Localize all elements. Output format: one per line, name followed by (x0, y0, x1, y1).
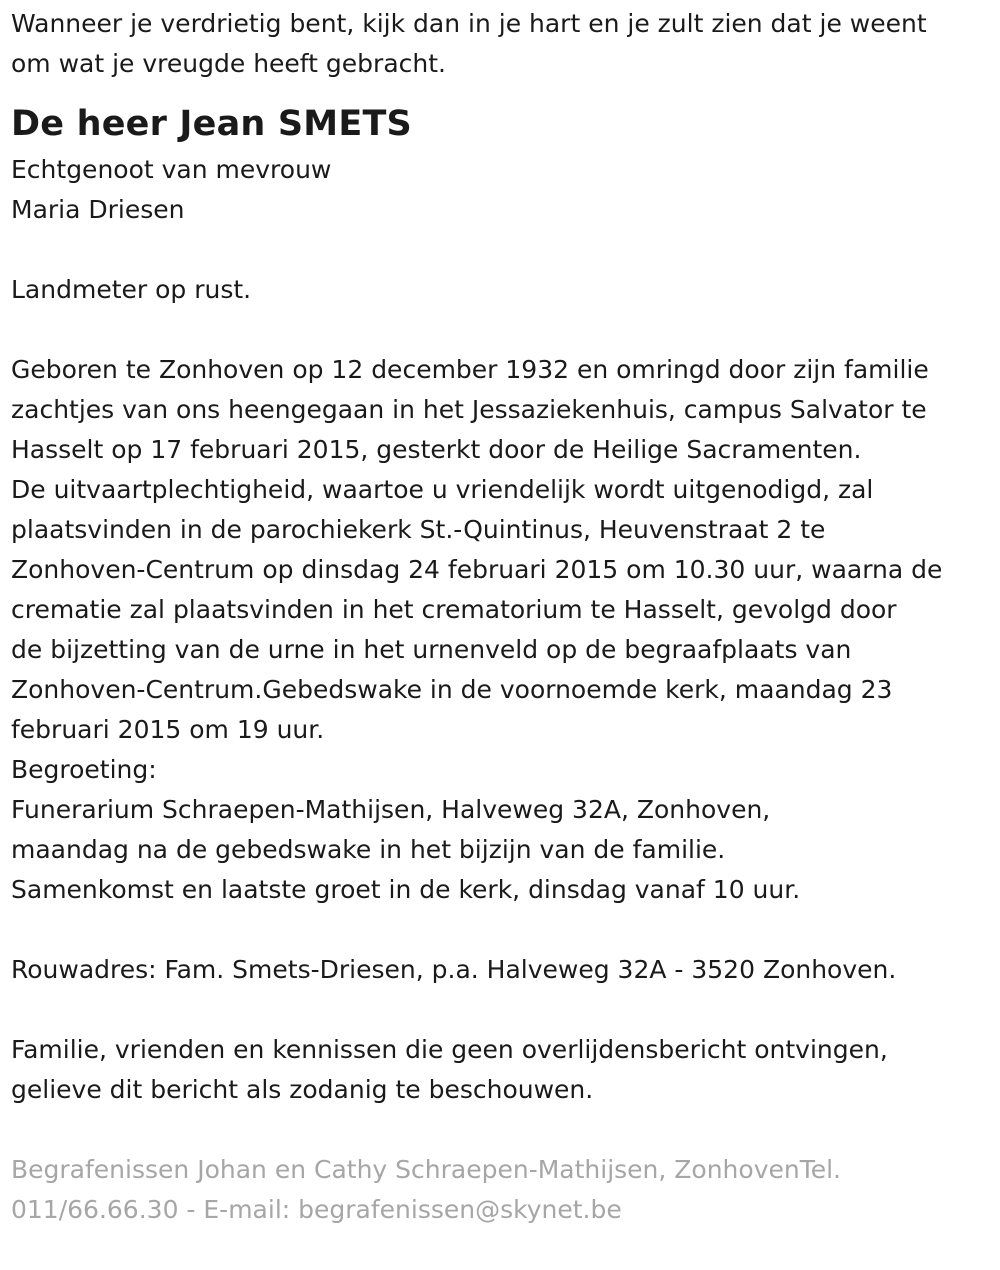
body-line: De uitvaartplechtigheid, waartoe u vriendelijk wordt uitgenodigd, zal (11, 475, 874, 504)
mourning-address (11, 950, 990, 990)
spacer (11, 310, 990, 350)
body-line: Zonhoven-Centrum op dinsdag 24 februari 2015 om 10.30 uur, waarna de (11, 555, 943, 584)
body-line: zachtjes van ons heengegaan in het Jessaziekenhuis, campus Salvator te (11, 395, 927, 424)
spouse-info (11, 150, 990, 230)
notice-line: gelieve dit bericht als zodanig te beschouwen. (11, 1075, 594, 1104)
body-line: februari 2015 om 19 uur. (11, 715, 325, 744)
notice-line: Familie, vrienden en kennissen die geen overlijdensbericht ontvingen, (11, 1035, 888, 1064)
body-line: plaatsvinden in de parochiekerk St.-Quintinus, Heuvenstraat 2 te (11, 515, 826, 544)
profession-line: Landmeter op rust. (11, 275, 252, 304)
spouse-line: Echtgenoot van mevrouw (11, 155, 332, 184)
footer-contact: 011/66.66.30 - E-mail: begrafenissen@skynet.be (11, 1195, 622, 1224)
spacer (11, 230, 990, 270)
body-line: crematie zal plaatsvinden in het crematorium te Hasselt, gevolgd door (11, 595, 897, 624)
footer-line: Begrafenissen Johan en Cathy Schraepen-Mathijsen, ZonhovenTel. (11, 1155, 842, 1184)
profession (11, 270, 990, 310)
body-line: Funerarium Schraepen-Mathijsen, Halveweg 32A, Zonhoven, (11, 795, 771, 824)
funeral-home-footer (11, 1150, 990, 1230)
spacer (11, 990, 990, 1030)
body-line: Zonhoven-Centrum.Gebedswake in de voornoemde kerk, maandag 23 (11, 675, 893, 704)
body-line: maandag na de gebedswake in het bijzijn van de familie. (11, 835, 726, 864)
quote-line: om wat je vreugde heeft gebracht. (11, 49, 446, 78)
spacer (11, 1110, 990, 1150)
body-text (11, 350, 990, 910)
body-line: de bijzetting van de urne in het urnenveld op de begraafplaats van (11, 635, 852, 664)
spouse-name: Maria Driesen (11, 195, 185, 224)
body-line: Samenkomst en laatste groet in de kerk, dinsdag vanaf 10 uur. (11, 875, 801, 904)
deceased-name: De heer Jean SMETS (11, 104, 412, 144)
address-line: Rouwadres: Fam. Smets-Driesen, p.a. Halveweg 32A - 3520 Zonhoven. (11, 955, 897, 984)
quote (11, 4, 990, 84)
quote-line: Wanneer je verdrietig bent, kijk dan in je hart en je zult zien dat je weent (11, 9, 927, 38)
spacer (11, 910, 990, 950)
body-line: Hasselt op 17 februari 2015, gesterkt door de Heilige Sacramenten. (11, 435, 862, 464)
body-line: Begroeting: (11, 755, 157, 784)
body-line: Geboren te Zonhoven op 12 december 1932 en omringd door zijn familie (11, 355, 929, 384)
notice (11, 1030, 990, 1110)
